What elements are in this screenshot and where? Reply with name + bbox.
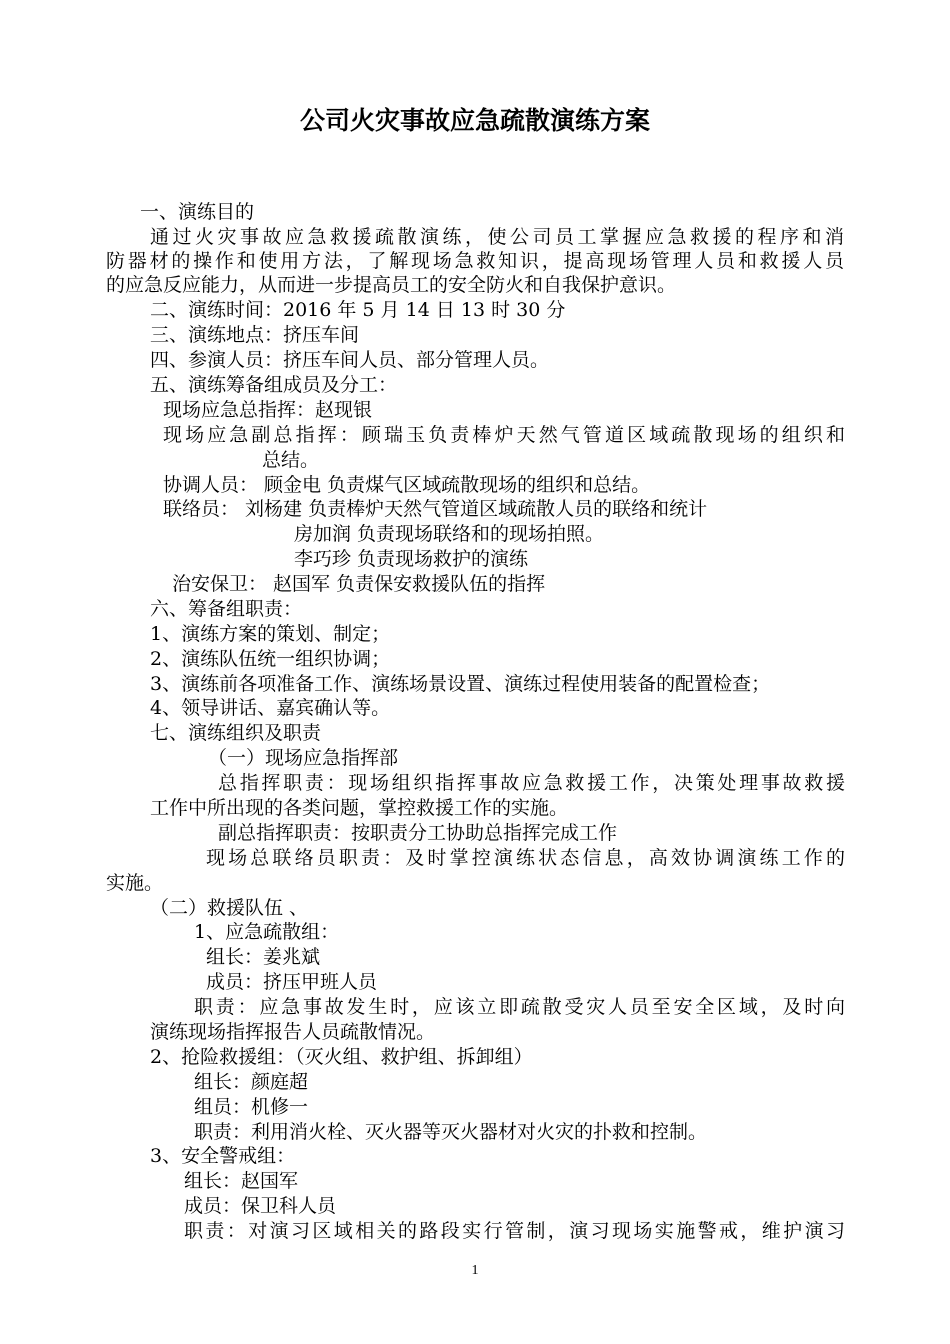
document-title: 公司火灾事故应急疏散演练方案 xyxy=(299,106,650,135)
team-2-members: 组员：机修一 xyxy=(194,1096,309,1118)
liaison-duty-line: 现场总联络员职责：及时掌控演练状态信息，高效协调演练工作的 xyxy=(206,847,845,869)
subsection-2-heading: （二）救援队伍 、 xyxy=(150,897,309,919)
team-3-leader: 组长：赵国军 xyxy=(184,1170,299,1192)
section-5-heading: 五、演练筹备组成员及分工： xyxy=(150,374,398,396)
section-1-heading: 一、演练目的 xyxy=(140,201,255,223)
team-3-duty-line: 职责：对演习区域相关的路段实行管制，演习现场实施警戒，维护演习 xyxy=(184,1220,845,1242)
liaison-line: 房加润 负责现场联络和的现场拍照。 xyxy=(294,523,605,545)
chief-duty-line: 总指挥职责：现场组织指挥事故应急救援工作，决策处理事故救援 xyxy=(218,772,845,794)
team-2-leader: 组长：颜庭超 xyxy=(194,1071,309,1093)
chief-duty-line: 工作中所出现的各类问题，掌控救援工作的实施。 xyxy=(150,797,569,819)
section-4-participants: 四、参演人员：挤压车间人员、部分管理人员。 xyxy=(150,349,550,371)
section-6-item: 3、演练前各项准备工作、演练场景设置、演练过程使用装备的配置检查； xyxy=(150,673,771,695)
section-3-location: 三、演练地点：挤压车间 xyxy=(150,324,360,346)
liaison-line: 李巧珍 负责现场救护的演练 xyxy=(294,548,529,570)
team-2-duty: 职责：利用消火栓、灭火器等灭火器材对火灾的扑救和控制。 xyxy=(194,1121,708,1143)
team-1-members: 成员：挤压甲班人员 xyxy=(206,971,378,993)
liaison-duty-line: 实施。 xyxy=(106,872,164,894)
deputy-commander-line: 总结。 xyxy=(262,449,320,471)
security-line: 治安保卫： 赵国军 负责保安救援队伍的指挥 xyxy=(172,573,546,595)
vice-chief-duty-line: 副总指挥职责：按职责分工协助总指挥完成工作 xyxy=(218,822,618,844)
liaison-line: 联络员： 刘杨建 负责棒炉天然气管道区域疏散人员的联络和统计 xyxy=(163,498,708,520)
section-2-time: 二、演练时间：2016 年 5 月 14 日 13 时 30 分 xyxy=(150,299,566,321)
section-1-paragraph-line: 防器材的操作和使用方法，了解现场急救知识，提高现场管理人员和救援人员 xyxy=(106,250,844,272)
section-7-heading: 七、演练组织及职责 xyxy=(150,722,322,744)
team-1-duty-line: 职责：应急事故发生时，应该立即疏散受灾人员至安全区域，及时向 xyxy=(194,996,845,1018)
subsection-1-heading: （一）现场应急指挥部 xyxy=(208,747,399,769)
section-6-item: 2、演练队伍统一组织协调； xyxy=(150,648,391,670)
deputy-commander-line: 现场应急副总指挥：顾瑞玉负责棒炉天然气管道区域疏散现场的组织和 xyxy=(163,424,845,446)
team-3-members: 成员：保卫科人员 xyxy=(184,1195,337,1217)
team-1-duty-line: 演练现场指挥报告人员疏散情况。 xyxy=(150,1021,436,1043)
section-6-item: 4、领导讲话、嘉宾确认等。 xyxy=(150,697,391,719)
commander-line: 现场应急总指挥：赵现银 xyxy=(163,399,373,421)
section-6-heading: 六、筹备组职责： xyxy=(150,598,303,620)
team-2-heading: 2、抢险救援组：（灭火组、救护组、拆卸组） xyxy=(150,1046,533,1068)
section-1-paragraph-line: 通过火灾事故应急救援疏散演练，使公司员工掌握应急救援的程序和消 xyxy=(150,226,844,248)
team-3-heading: 3、安全警戒组： xyxy=(150,1145,296,1167)
section-1-paragraph-line: 的应急反应能力，从而进一步提高员工的安全防火和自我保护意识。 xyxy=(106,274,677,296)
page-number: 1 xyxy=(471,1263,479,1278)
section-6-item: 1、演练方案的策划、制定； xyxy=(150,623,391,645)
coordinator-line: 协调人员： 顾金电 负责煤气区域疏散现场的组织和总结。 xyxy=(163,474,651,496)
team-1-leader: 组长：姜兆斌 xyxy=(206,946,321,968)
team-1-heading: 1、应急疏散组： xyxy=(194,921,340,943)
